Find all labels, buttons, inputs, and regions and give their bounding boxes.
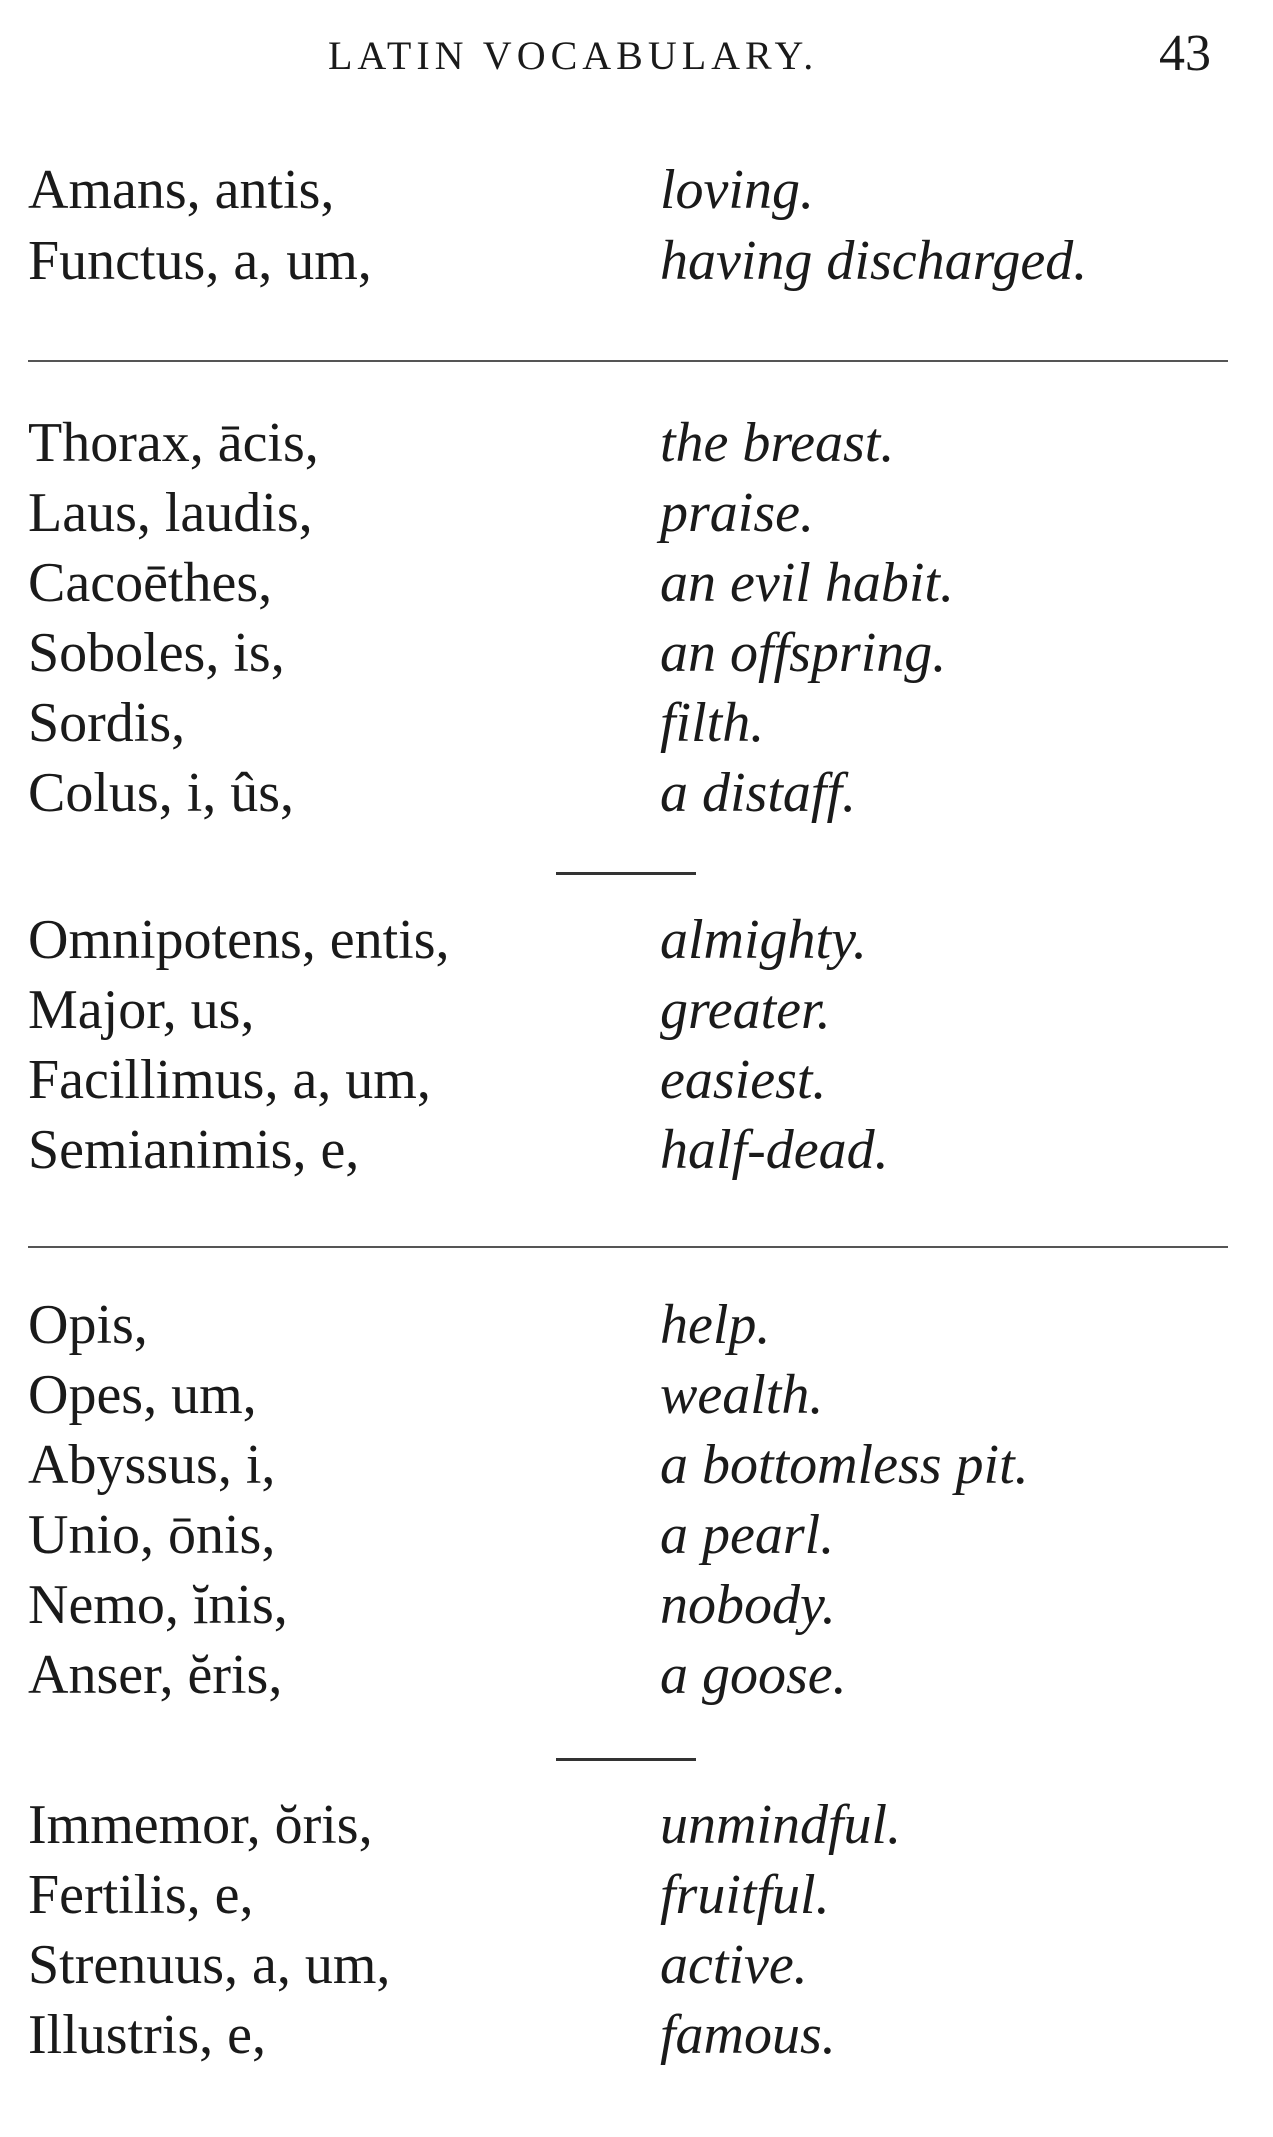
english-meaning: a pearl. — [660, 1504, 835, 1566]
english-meaning: unmindful. — [660, 1794, 902, 1856]
english-meaning: fruitful. — [660, 1864, 830, 1926]
vocab-entry — [0, 905, 1273, 975]
vocab-entry — [0, 1790, 1273, 1860]
latin-term: Unio, ōnis, — [28, 1504, 276, 1566]
english-meaning: loving. — [660, 159, 814, 221]
vocab-entry — [0, 1115, 1273, 1185]
vocab-entry — [0, 1930, 1273, 2000]
section-divider — [28, 1246, 1228, 1248]
section-divider — [28, 360, 1228, 362]
latin-term: Abyssus, i, — [28, 1434, 276, 1496]
page-number: 43 — [1159, 25, 1211, 82]
latin-term: Fertilis, e, — [28, 1864, 254, 1926]
latin-term: Nemo, ĭnis, — [28, 1574, 288, 1636]
vocab-entry — [0, 548, 1273, 618]
english-meaning: having discharged. — [660, 230, 1088, 292]
vocab-entry — [0, 975, 1273, 1045]
english-meaning: the breast. — [660, 412, 895, 474]
latin-term: Laus, laudis, — [28, 482, 313, 544]
vocab-entry — [0, 226, 1273, 296]
vocab-entry — [0, 1045, 1273, 1115]
english-meaning: half-dead. — [660, 1119, 889, 1181]
short-divider — [556, 872, 696, 875]
latin-term: Semianimis, e, — [28, 1119, 360, 1181]
latin-term: Opes, um, — [28, 1364, 257, 1426]
english-meaning: help. — [660, 1294, 771, 1356]
english-meaning: nobody. — [660, 1574, 836, 1636]
english-meaning: filth. — [660, 692, 765, 754]
vocab-entry — [0, 1360, 1273, 1430]
latin-term: Omnipotens, entis, — [28, 909, 450, 971]
vocab-entry — [0, 155, 1273, 225]
english-meaning: almighty. — [660, 909, 867, 971]
latin-term: Soboles, is, — [28, 622, 285, 684]
english-meaning: an evil habit. — [660, 552, 954, 614]
running-title: LATIN VOCABULARY. — [328, 33, 819, 78]
english-meaning: a bottomless pit. — [660, 1434, 1029, 1496]
english-meaning: easiest. — [660, 1049, 827, 1111]
english-meaning: greater. — [660, 979, 831, 1041]
vocab-entry — [0, 2000, 1273, 2070]
vocab-entry — [0, 1640, 1273, 1710]
english-meaning: an offspring. — [660, 622, 947, 684]
english-meaning: wealth. — [660, 1364, 824, 1426]
latin-term: Thorax, ācis, — [28, 412, 319, 474]
vocab-entry — [0, 1500, 1273, 1570]
vocab-entry — [0, 688, 1273, 758]
latin-term: Opis, — [28, 1294, 148, 1356]
english-meaning: famous. — [660, 2004, 836, 2066]
english-meaning: praise. — [660, 482, 814, 544]
english-meaning: active. — [660, 1934, 808, 1996]
latin-term: Illustris, e, — [28, 2004, 266, 2066]
latin-term: Strenuus, a, um, — [28, 1934, 391, 1996]
english-meaning: a goose. — [660, 1644, 847, 1706]
page-header — [0, 24, 1273, 84]
vocab-entry — [0, 408, 1273, 478]
vocab-entry — [0, 1290, 1273, 1360]
vocab-entry — [0, 1860, 1273, 1930]
english-meaning: a distaff. — [660, 762, 857, 824]
vocab-entry — [0, 1430, 1273, 1500]
latin-term: Colus, i, ûs, — [28, 762, 295, 824]
latin-term: Functus, a, um, — [28, 230, 372, 292]
vocab-entry — [0, 1570, 1273, 1640]
latin-term: Cacoēthes, — [28, 552, 273, 614]
latin-term: Major, us, — [28, 979, 255, 1041]
latin-term: Anser, ĕris, — [28, 1644, 283, 1706]
vocab-entry — [0, 618, 1273, 688]
latin-term: Sordis, — [28, 692, 186, 754]
vocab-entry — [0, 758, 1273, 828]
latin-term: Facillimus, a, um, — [28, 1049, 431, 1111]
latin-term: Amans, antis, — [28, 159, 335, 221]
latin-term: Immemor, ŏris, — [28, 1794, 373, 1856]
vocab-entry — [0, 478, 1273, 548]
short-divider — [556, 1758, 696, 1761]
